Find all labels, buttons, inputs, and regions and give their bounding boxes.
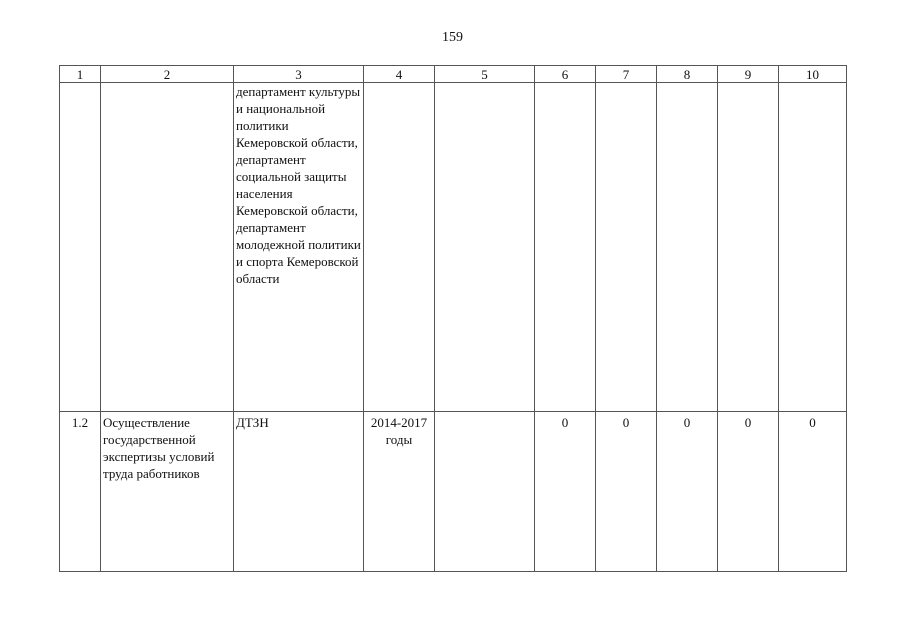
cell-period [364, 83, 435, 412]
cell-col6: 0 [535, 412, 596, 572]
column-header: 1 [60, 66, 101, 83]
cell-col7: 0 [596, 412, 657, 572]
column-header: 3 [234, 66, 364, 83]
cell-activity [101, 83, 234, 412]
cell-col5 [435, 412, 535, 572]
cell-col9 [718, 83, 779, 412]
cell-col10: 0 [779, 412, 847, 572]
cell-activity: Осуществление государственной экспертизы условий труда работников [101, 412, 234, 572]
column-header: 2 [101, 66, 234, 83]
column-header: 6 [535, 66, 596, 83]
cell-col6 [535, 83, 596, 412]
table-row [60, 412, 847, 572]
column-header: 10 [779, 66, 847, 83]
column-header: 7 [596, 66, 657, 83]
cell-executors: департамент культуры и национальной политики Кемеровской области, департамент социальной защиты населения Кемеровской области, департамент молодежной политики и спорта Кемеровской области [234, 83, 364, 412]
page-number: 159 [442, 30, 463, 45]
cell-executors: ДТЗН [234, 412, 364, 572]
cell-col8 [657, 83, 718, 412]
cell-col7 [596, 83, 657, 412]
column-header: 9 [718, 66, 779, 83]
cell-number: 1.2 [60, 412, 101, 572]
cell-period: 2014-2017 годы [364, 412, 435, 572]
column-header: 4 [364, 66, 435, 83]
data-table [59, 65, 847, 572]
cell-number [60, 83, 101, 412]
cell-col5 [435, 83, 535, 412]
cell-col10 [779, 83, 847, 412]
cell-col8: 0 [657, 412, 718, 572]
table-header-row [60, 66, 847, 83]
column-header: 5 [435, 66, 535, 83]
cell-col9: 0 [718, 412, 779, 572]
table-row [60, 83, 847, 412]
column-header: 8 [657, 66, 718, 83]
